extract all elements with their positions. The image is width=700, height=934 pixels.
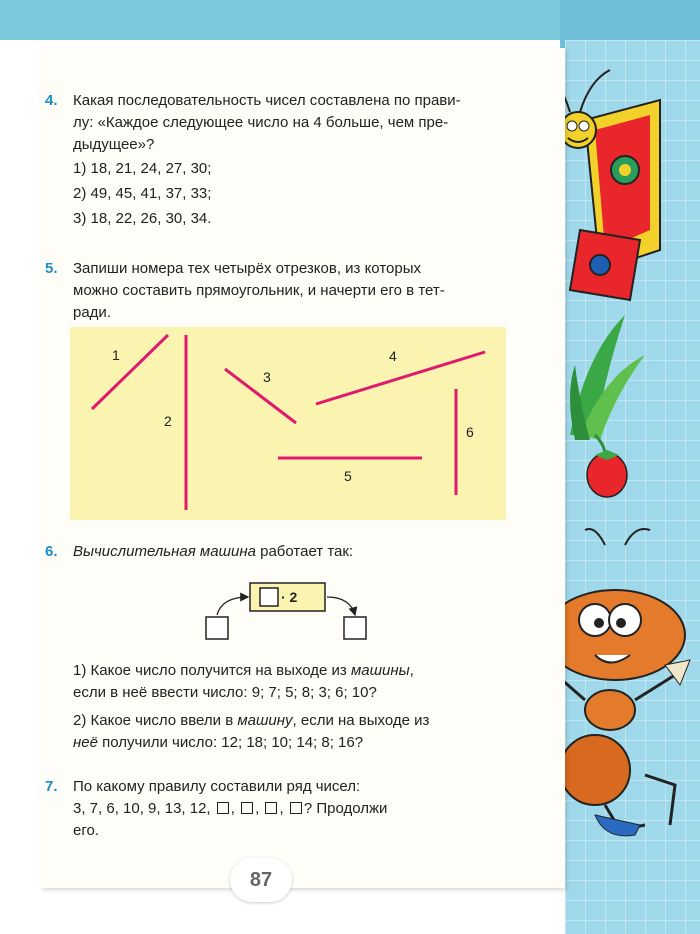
number-series: 3, 7, 6, 10, 9, 13, 12, (73, 800, 211, 817)
task-7 (45, 776, 58, 798)
segments-panel (70, 327, 506, 520)
task-4 (45, 90, 58, 112)
page-number: 87 (230, 858, 292, 902)
task-number: 4. (45, 92, 58, 109)
option-line: 1) 18, 21, 24, 27, 30; (73, 160, 212, 177)
segment-label: 1 (112, 347, 120, 363)
task-6-intro (73, 541, 353, 563)
task-6-question-1 (73, 660, 414, 704)
task-text-line: его. (73, 822, 99, 839)
task-7-text (73, 776, 387, 842)
task-text-line: Запиши номера тех четырёх отрезков, из которых (73, 260, 421, 277)
segment-3 (225, 369, 296, 423)
blank-box (241, 802, 253, 814)
task-text-line: ? Продолжи (303, 800, 388, 817)
blank-box (217, 802, 229, 814)
separator: , (279, 800, 284, 817)
question-text: если в неё ввести число: 9; 7; 5; 8; 3; 6; 10? (73, 684, 377, 701)
task-text-line: можно составить прямоугольник, и начерти его в тет- (73, 282, 445, 299)
question-text: , (409, 662, 414, 679)
option-line: 3) 18, 22, 26, 30, 34. (73, 210, 212, 227)
segment-label: 3 (263, 369, 271, 385)
segment-label: 5 (344, 468, 352, 484)
task-6 (45, 541, 58, 563)
task-number: 5. (45, 260, 58, 277)
task-4-options (73, 156, 211, 231)
task-5-text (73, 258, 445, 324)
task-text-line: дыдущее»? (73, 136, 155, 153)
output-box (344, 617, 366, 639)
input-box (206, 617, 228, 639)
segment-label: 2 (164, 413, 172, 429)
grass-strawberry-illustration (565, 315, 645, 505)
italic-term: машины (350, 662, 410, 679)
segments-drawing (70, 327, 506, 520)
task-number: 7. (45, 778, 58, 795)
segment-1 (92, 335, 168, 409)
task-text-line: По какому правилу составили ряд чисел: (73, 778, 361, 795)
question-text: получили число: 12; 18; 10; 14; 8; 16? (97, 734, 364, 751)
blank-box (265, 802, 277, 814)
machine-slot (260, 588, 278, 606)
question-text: , если на выходе из (292, 712, 430, 729)
italic-term: машину (237, 712, 293, 729)
segment-label: 4 (389, 348, 397, 364)
task-text-line: ради. (73, 304, 111, 321)
question-text: 1) Какое число получится на выходе из (73, 662, 351, 679)
segment-label: 6 (466, 424, 474, 440)
segment-4 (316, 352, 485, 404)
italic-term: Вычислительная машина (73, 543, 256, 560)
machine-operation: · 2 (281, 589, 298, 605)
task-text-line: Какая последовательность чисел составлена по прави- (73, 92, 461, 109)
task-text-line: лу: «Каждое следующее число на 4 больше, чем пре- (73, 114, 449, 131)
question-text: 2) Какое число ввели в (73, 712, 238, 729)
task-number: 6. (45, 543, 58, 560)
option-line: 2) 49, 45, 41, 37, 33; (73, 185, 212, 202)
task-4-text (73, 90, 538, 156)
blank-box (290, 802, 302, 814)
intro-text: работает так: (255, 543, 354, 560)
separator: , (230, 800, 235, 817)
italic-term: неё (73, 734, 98, 751)
task-5 (45, 258, 58, 280)
task-6-question-2 (73, 710, 429, 754)
separator: , (255, 800, 260, 817)
